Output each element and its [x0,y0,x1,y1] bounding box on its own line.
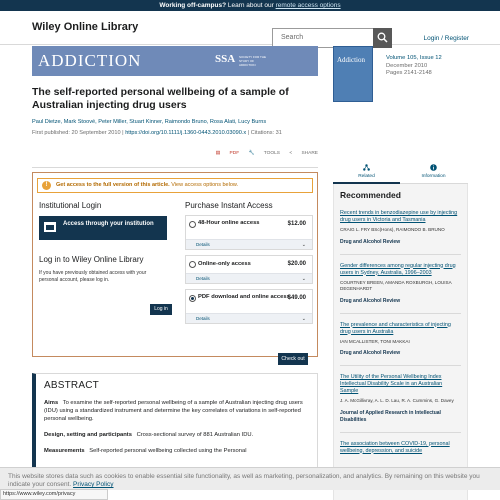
institutional-login-heading: Institutional Login [39,201,102,210]
purchase-section [185,201,313,324]
recommended-authors: CRAIG L. FRY BSc(Hons), RAIMONDO B. BRUNO [340,227,445,232]
issue-date: December 2010 [386,62,428,69]
ssa-logo-subtitle: SOCIETY FOR THE STUDY OF ADDICTION [239,55,267,67]
measurements-label: Measurements [44,448,85,454]
remote-access-bold: Working off-campus? [159,2,227,9]
article-title: The self-reported personal wellbeing of a sample of Australian injecting drug users [32,86,289,111]
browser-status-url: https://www.wiley.com/privacy [0,489,108,500]
option-label: 48-Hour online access [198,220,260,226]
tab-related[interactable] [333,164,400,184]
search-button[interactable] [373,28,392,48]
recommended-item [340,263,461,305]
remote-access-link[interactable]: remote access options [275,2,341,9]
recommended-item [340,374,461,424]
option-price: $49.00 [287,295,306,301]
abstract-design [44,431,309,439]
tab-information[interactable] [400,164,467,179]
divider [340,365,461,366]
sidebar [333,46,468,500]
aims-text: To examine the self-reported personal wellbeing of a sample of Australian injecting drug users (IDU) using a standardized instrument and determine the key correlates of variations in self-reported personal wellbeing. [44,400,303,422]
radio-48h[interactable] [189,221,196,228]
search-placeholder: Search [281,34,304,41]
journal-banner[interactable] [32,46,318,76]
cover-title: Addiction [337,56,365,64]
design-text: Cross-sectional survey of 881 Australian IDU. [136,432,254,438]
pdf-label: PDF [229,151,240,156]
issue-info [386,55,442,78]
checkout-button[interactable]: Check out [278,353,308,365]
journal-cover[interactable] [333,46,373,102]
first-published-date: 20 September 2010 [71,130,121,136]
cookie-text: This website stores data such as cookies to enable essential site functionality, as well as marketing, personalization, and analytics. By remaining on this website you indicate your consent. [8,473,480,488]
option-label: PDF download and online access [198,294,290,300]
site-header [0,11,500,45]
recommended-title[interactable]: The Utility of the Personal Wellbeing Index Intellectual Disability Scale in an Australian Sample [340,374,443,394]
details-label: Details [196,276,210,281]
details-toggle[interactable] [186,313,312,323]
purchase-option-48h[interactable] [185,215,313,250]
share-label: SHARE [301,151,318,156]
search-icon [377,32,388,43]
recommended-title[interactable]: Recent trends in benzodiazepine use by injecting drug users in Victoria and Tasmania [340,210,458,223]
article-tools [32,151,318,161]
recommended-journal[interactable]: Drug and Alcohol Review [340,350,401,356]
alert-icon: ! [42,181,51,190]
recommended-journal[interactable]: Drug and Alcohol Review [340,297,401,304]
ssa-logo: SSA [215,53,236,65]
purchase-option-row[interactable] [186,216,312,239]
recommended-item [340,210,461,246]
share-button[interactable]: < SHARE [289,151,318,156]
author-list[interactable]: Paul Dietze, Mark Stoové, Peter Miller, Stuart Kinner, Raimondo Bruno, Rosa Alati, Lucy Burns [32,119,267,125]
recommended-heading: Recommended [340,190,401,200]
option-label: Online-only access [198,261,251,267]
purchase-heading: Purchase Instant Access [185,201,273,210]
search-input[interactable] [272,28,392,48]
recommended-item [340,322,461,358]
abstract-aims [44,399,309,423]
purchase-option-pdf[interactable] [185,289,313,324]
divider [340,254,461,255]
details-toggle[interactable] [186,273,312,283]
aims-label: Aims [44,400,59,406]
recommended-journal[interactable]: Journal of Applied Research in Intellectual Disabilities [340,409,441,423]
cookie-banner [0,467,500,490]
citations-count[interactable]: Citations: 31 [250,130,282,136]
divider [340,432,461,433]
institutional-login-section [39,201,167,284]
login-register-link[interactable]: Login / Register [423,35,469,42]
site-logo[interactable]: Wiley Online Library [32,21,139,33]
wol-login-text: If you have previously obtained access with your personal account, please log in. [39,270,147,283]
tools-button[interactable]: 🔧 TOOLS [248,151,280,156]
option-price: $12.00 [287,221,306,227]
issue-pages: Pages 2141-2148 [386,70,432,76]
article-meta: First published: 20 September 2010 | https://doi.org/10.1111/j.1360-0443.2010.03090.x | Citations: 31 [32,130,282,136]
recommended-authors: COURTNEY BREEN, AMANDA ROXBURGH, LOUISA DEGENHARDT [340,279,452,291]
design-label: Design, setting and participants [44,432,132,438]
access-alert [37,178,313,193]
chevron-down-icon: ⌄ [301,276,306,282]
wol-login-heading: Log in to Wiley Online Library [39,255,144,264]
recommended-authors: J. A. McGillivray, A. L. D. Lau, R. A. Cummins, G. Davey [340,398,454,403]
divider [32,167,318,168]
recommended-title[interactable]: Gender differences among regular injecting drug users in Sydney, Australia, 1996–2003 [340,262,456,276]
main-content [32,46,318,483]
purchase-option-row[interactable] [186,290,312,313]
chevron-down-icon: ⌄ [301,316,306,322]
remote-access-text: Learn about our [226,2,276,9]
sidebar-tabs [333,164,468,184]
chevron-down-icon: ⌄ [301,242,306,248]
info-icon [430,164,437,171]
details-toggle[interactable] [186,239,312,249]
measurements-text: Self-reported personal wellbeing collected using the Personal [89,448,247,454]
recommended-title[interactable]: The association between COVID-19, personal wellbeing, depression, and suicide [340,440,450,454]
tab-related-label: Related [358,174,375,179]
divider [340,313,461,314]
first-published-label: First published: [32,130,72,136]
recommended-panel [333,184,468,500]
radio-pdf[interactable] [189,295,196,302]
tab-information-label: Information [421,174,446,179]
option-price: $20.00 [287,261,306,267]
tools-label: TOOLS [263,151,280,156]
access-columns [37,201,313,362]
institution-icon [44,222,56,232]
access-alert-text: Get access to the full version of this article. [56,182,170,188]
journal-banner-title: ADDICTION [38,51,142,70]
abstract-measurements [44,447,309,455]
purchase-option-online[interactable] [185,255,313,284]
network-icon [363,164,370,171]
purchase-option-row[interactable] [186,256,312,273]
access-options-link[interactable]: View access options below. [171,182,239,188]
institution-access-button[interactable] [39,216,167,240]
recommended-item [340,441,461,455]
radio-online[interactable] [189,261,196,268]
volume-link[interactable]: Volume 105, Issue 12 [386,55,442,61]
recommended-title[interactable]: The prevalence and characteristics of injecting drug users in Australia [340,321,451,335]
recommended-journal[interactable]: Drug and Alcohol Review [340,238,401,245]
institution-access-label: Access through your institution [63,221,154,227]
pdf-button[interactable]: ▤ PDF [215,151,240,156]
remote-access-bar [0,0,500,11]
details-label: Details [196,242,210,247]
abstract-heading: ABSTRACT [44,380,99,391]
recommended-authors: IAN MCALLISTER, TONI MAKKAI [340,338,410,344]
doi-link[interactable]: https://doi.org/10.1111/j.1360-0443.2010.03090.x [125,130,247,136]
access-options-box [32,172,318,362]
login-button[interactable]: Log in [150,304,172,315]
privacy-policy-link[interactable]: Privacy Policy [73,481,114,488]
details-label: Details [196,316,210,321]
